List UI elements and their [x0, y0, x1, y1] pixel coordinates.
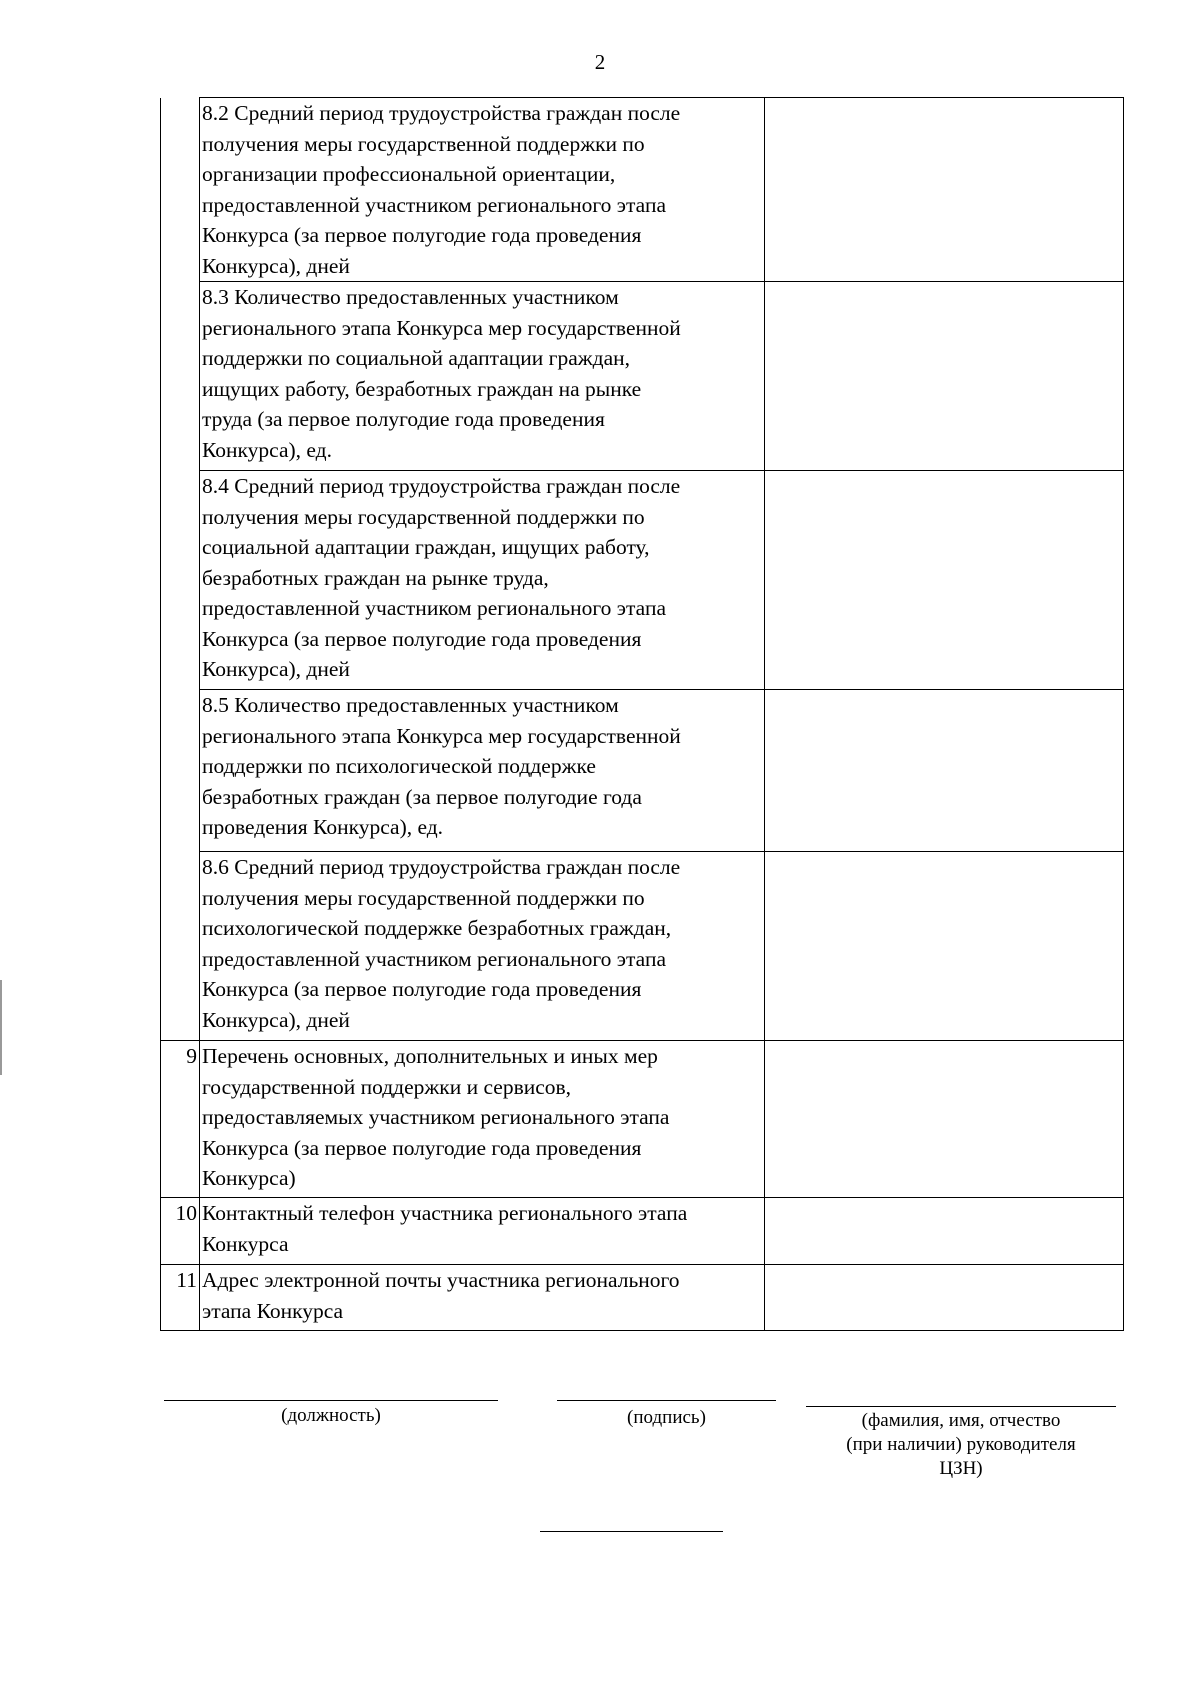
indicator-text: 8.2 Средний период трудоустройства граждан после получения меры государственной поддержки по организации профессиональной ориентации, предоставленной участником регионального этапа Конкурса (за первое полугодие года проведения Конкурса), дней	[200, 98, 765, 282]
indicator-text: 8.5 Количество предоставленных участником регионального этапа Конкурса мер государственной поддержки по психологической поддержке безработных граждан (за первое полугодие года проведения Конкурса), ед.	[200, 690, 765, 852]
indicator-value[interactable]	[765, 1198, 1124, 1265]
table-row	[161, 1265, 1124, 1331]
indicator-text: Перечень основных, дополнительных и иных мер государственной поддержки и сервисов, предоставляемых участником регионального этапа Конкурса (за первое полугодие года проведения Конкурса)	[200, 1041, 765, 1198]
indicator-value[interactable]	[765, 98, 1124, 282]
signature-line[interactable]	[557, 1400, 776, 1401]
indicator-text: Адрес электронной почты участника регионального этапа Конкурса	[200, 1265, 765, 1331]
row-number: 11	[161, 1265, 200, 1331]
table-row	[161, 98, 1124, 282]
position-label: (должность)	[281, 1405, 381, 1426]
table-row	[161, 1198, 1124, 1265]
table-row	[161, 471, 1124, 690]
table-row	[161, 282, 1124, 471]
indicator-value[interactable]	[765, 852, 1124, 1041]
indicator-text: 8.3 Количество предоставленных участником регионального этапа Конкурса мер государственной поддержки по социальной адаптации граждан, ищущих работу, безработных граждан на рынке труда (за первое полугодие года проведения Конкурса), ед.	[200, 282, 765, 471]
indicator-value[interactable]	[765, 690, 1124, 852]
row-number	[161, 98, 200, 282]
row-number	[161, 690, 200, 852]
table-row	[161, 852, 1124, 1041]
table-row	[161, 1041, 1124, 1198]
position-signature-line[interactable]	[164, 1400, 498, 1401]
row-number: 10	[161, 1198, 200, 1265]
signature-label: (подпись)	[627, 1407, 706, 1428]
row-number	[161, 282, 200, 471]
name-label: (фамилия, имя, отчество (при наличии) руководителя ЦЗН)	[846, 1410, 1076, 1479]
indicator-value[interactable]	[765, 1265, 1124, 1331]
row-number: 9	[161, 1041, 200, 1198]
indicator-text: Контактный телефон участника регионального этапа Конкурса	[200, 1198, 765, 1265]
page-number: 2	[594, 50, 606, 74]
indicator-text: 8.6 Средний период трудоустройства граждан после получения меры государственной поддержки по психологической поддержке безработных граждан, предоставленной участником регионального этапа Конкурса (за первое полугодие года проведения Конкурса), дней	[200, 852, 765, 1041]
table-row	[161, 690, 1124, 852]
row-number	[161, 852, 200, 1041]
indicator-value[interactable]	[765, 282, 1124, 471]
indicator-value[interactable]	[765, 471, 1124, 690]
name-signature-line[interactable]	[806, 1406, 1116, 1407]
scan-margin-mark	[0, 980, 2, 1075]
row-number	[161, 471, 200, 690]
indicator-table	[160, 97, 1124, 1331]
document-end-line	[540, 1531, 723, 1532]
indicator-value[interactable]	[765, 1041, 1124, 1198]
indicator-text: 8.4 Средний период трудоустройства граждан после получения меры государственной поддержки по социальной адаптации граждан, ищущих работу, безработных граждан на рынке труда, предоставленной участником регионального этапа Конкурса (за первое полугодие года проведения Конкурса), дней	[200, 471, 765, 690]
